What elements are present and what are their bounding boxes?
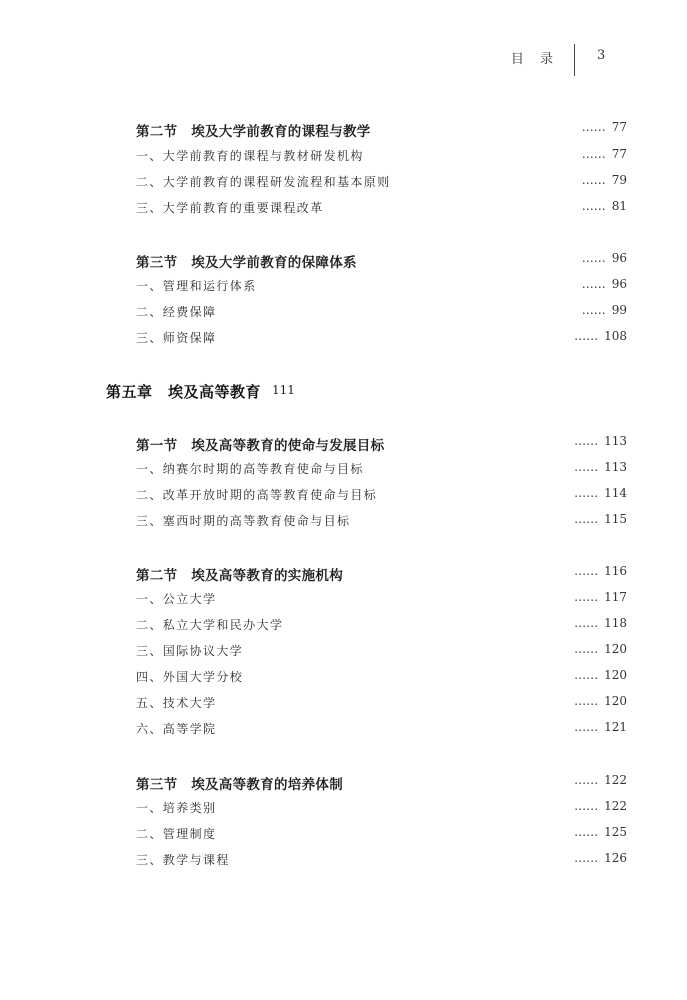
toc-leader: …… 126 xyxy=(574,851,627,865)
toc-item-entry[interactable] xyxy=(0,199,687,219)
toc-page-number: 125 xyxy=(604,825,627,839)
running-header-title: 目 录 xyxy=(510,52,559,67)
toc-leader: …… 118 xyxy=(574,616,627,630)
toc-section-title: 第三节 埃及大学前教育的保障体系 xyxy=(136,255,357,271)
toc-page-number: 120 xyxy=(604,642,627,656)
toc-chapter-entry[interactable] xyxy=(0,381,687,401)
toc-leader: …… 120 xyxy=(574,694,627,708)
toc-page-number: 121 xyxy=(604,720,627,734)
toc-leader: …… 77 xyxy=(581,120,627,134)
toc-chapter-title: 第五章 埃及高等教育 xyxy=(106,383,262,401)
toc-leader: …… 113 xyxy=(574,434,627,448)
toc-item-entry[interactable] xyxy=(0,590,687,610)
toc-leader: …… 122 xyxy=(574,773,627,787)
toc-leader: …… 96 xyxy=(581,277,627,291)
toc-page-number: 122 xyxy=(604,773,627,787)
toc-section-entry[interactable] xyxy=(0,251,687,271)
toc-item-title: 二、改革开放时期的高等教育使命与目标 xyxy=(136,488,378,502)
toc-section-entry[interactable] xyxy=(0,434,687,454)
toc-page-number: 114 xyxy=(604,486,627,500)
toc-leader: …… 122 xyxy=(574,799,627,813)
toc-item-entry[interactable] xyxy=(0,616,687,636)
toc-item-entry[interactable] xyxy=(0,277,687,297)
toc-item-title: 二、管理制度 xyxy=(136,827,217,841)
toc-page-number: 120 xyxy=(604,668,627,682)
toc-item-entry[interactable] xyxy=(0,303,687,323)
toc-item-entry[interactable] xyxy=(0,642,687,662)
toc-leader: …… 113 xyxy=(574,460,627,474)
toc-item-title: 三、塞西时期的高等教育使命与目标 xyxy=(136,514,351,528)
toc-leader: …… 116 xyxy=(574,564,627,578)
toc-leader: …… 108 xyxy=(574,329,627,343)
toc-item-title: 三、国际协议大学 xyxy=(136,644,244,658)
toc-page-number: 81 xyxy=(611,199,627,213)
toc-leader: …… 81 xyxy=(581,199,627,213)
toc-item-title: 二、私立大学和民办大学 xyxy=(136,618,284,632)
toc-section-title: 第三节 埃及高等教育的培养体制 xyxy=(136,777,343,793)
toc-section-entry[interactable] xyxy=(0,564,687,584)
toc-item-title: 三、大学前教育的重要课程改革 xyxy=(136,201,324,215)
toc-leader: …… 120 xyxy=(574,642,627,656)
toc-item-entry[interactable] xyxy=(0,694,687,714)
toc-item-entry[interactable] xyxy=(0,147,687,167)
toc-leader: …… 117 xyxy=(574,590,627,604)
toc-leader: …… 79 xyxy=(581,173,627,187)
toc-item-entry[interactable] xyxy=(0,668,687,688)
toc-page-number: 118 xyxy=(604,616,627,630)
toc-item-entry[interactable] xyxy=(0,460,687,480)
toc-item-title: 一、纳赛尔时期的高等教育使命与目标 xyxy=(136,462,364,476)
toc-chapter-page-number: 111 xyxy=(272,383,295,397)
toc-section-entry[interactable] xyxy=(0,120,687,140)
toc-section-title: 第二节 埃及高等教育的实施机构 xyxy=(136,568,343,584)
toc-page-number: 77 xyxy=(611,120,627,134)
toc-page-number: 79 xyxy=(611,173,627,187)
toc-item-title: 一、培养类别 xyxy=(136,801,217,815)
toc-item-title: 一、公立大学 xyxy=(136,592,217,606)
toc-item-title: 三、教学与课程 xyxy=(136,853,230,867)
toc-leader: …… 125 xyxy=(574,825,627,839)
toc-item-entry[interactable] xyxy=(0,825,687,845)
toc-page-number: 77 xyxy=(611,147,627,161)
toc-page-number: 99 xyxy=(611,303,627,317)
toc-item-title: 四、外国大学分校 xyxy=(136,670,244,684)
toc-item-title: 二、经费保障 xyxy=(136,305,217,319)
toc-item-entry[interactable] xyxy=(0,512,687,532)
toc-leader: …… 120 xyxy=(574,668,627,682)
toc-leader: …… 114 xyxy=(574,486,627,500)
toc-section-title: 第一节 埃及高等教育的使命与发展目标 xyxy=(136,438,385,454)
toc-leader: …… 121 xyxy=(574,720,627,734)
toc-item-entry[interactable] xyxy=(0,720,687,740)
toc-page-number: 115 xyxy=(604,512,627,526)
toc-leader: …… 99 xyxy=(581,303,627,317)
toc-leader: …… 96 xyxy=(581,251,627,265)
toc-item-title: 二、大学前教育的课程研发流程和基本原则 xyxy=(136,175,391,189)
toc-page-number: 116 xyxy=(604,564,627,578)
toc-section-title: 第二节 埃及大学前教育的课程与教学 xyxy=(136,124,371,140)
toc-page-number: 113 xyxy=(604,460,627,474)
toc-item-title: 一、管理和运行体系 xyxy=(136,279,257,293)
toc-item-entry[interactable] xyxy=(0,851,687,871)
page-number: 3 xyxy=(597,48,606,63)
toc-item-entry[interactable] xyxy=(0,329,687,349)
toc-leader: …… 115 xyxy=(574,512,627,526)
toc-item-title: 六、高等学院 xyxy=(136,722,217,736)
toc-item-title: 五、技术大学 xyxy=(136,696,217,710)
toc-leader: …… 77 xyxy=(581,147,627,161)
toc-item-title: 一、大学前教育的课程与教材研发机构 xyxy=(136,149,364,163)
toc-page-number: 96 xyxy=(611,251,627,265)
toc-item-title: 三、师资保障 xyxy=(136,331,217,345)
toc-item-entry[interactable] xyxy=(0,799,687,819)
toc-item-entry[interactable] xyxy=(0,173,687,193)
toc-page-number: 96 xyxy=(611,277,627,291)
toc-page-number: 122 xyxy=(604,799,627,813)
toc-page-number: 113 xyxy=(604,434,627,448)
toc-page-number: 117 xyxy=(604,590,627,604)
toc-section-entry[interactable] xyxy=(0,773,687,793)
toc-item-entry[interactable] xyxy=(0,486,687,506)
toc-page-number: 108 xyxy=(604,329,627,343)
toc-page-number: 120 xyxy=(604,694,627,708)
toc-page-number: 126 xyxy=(604,851,627,865)
